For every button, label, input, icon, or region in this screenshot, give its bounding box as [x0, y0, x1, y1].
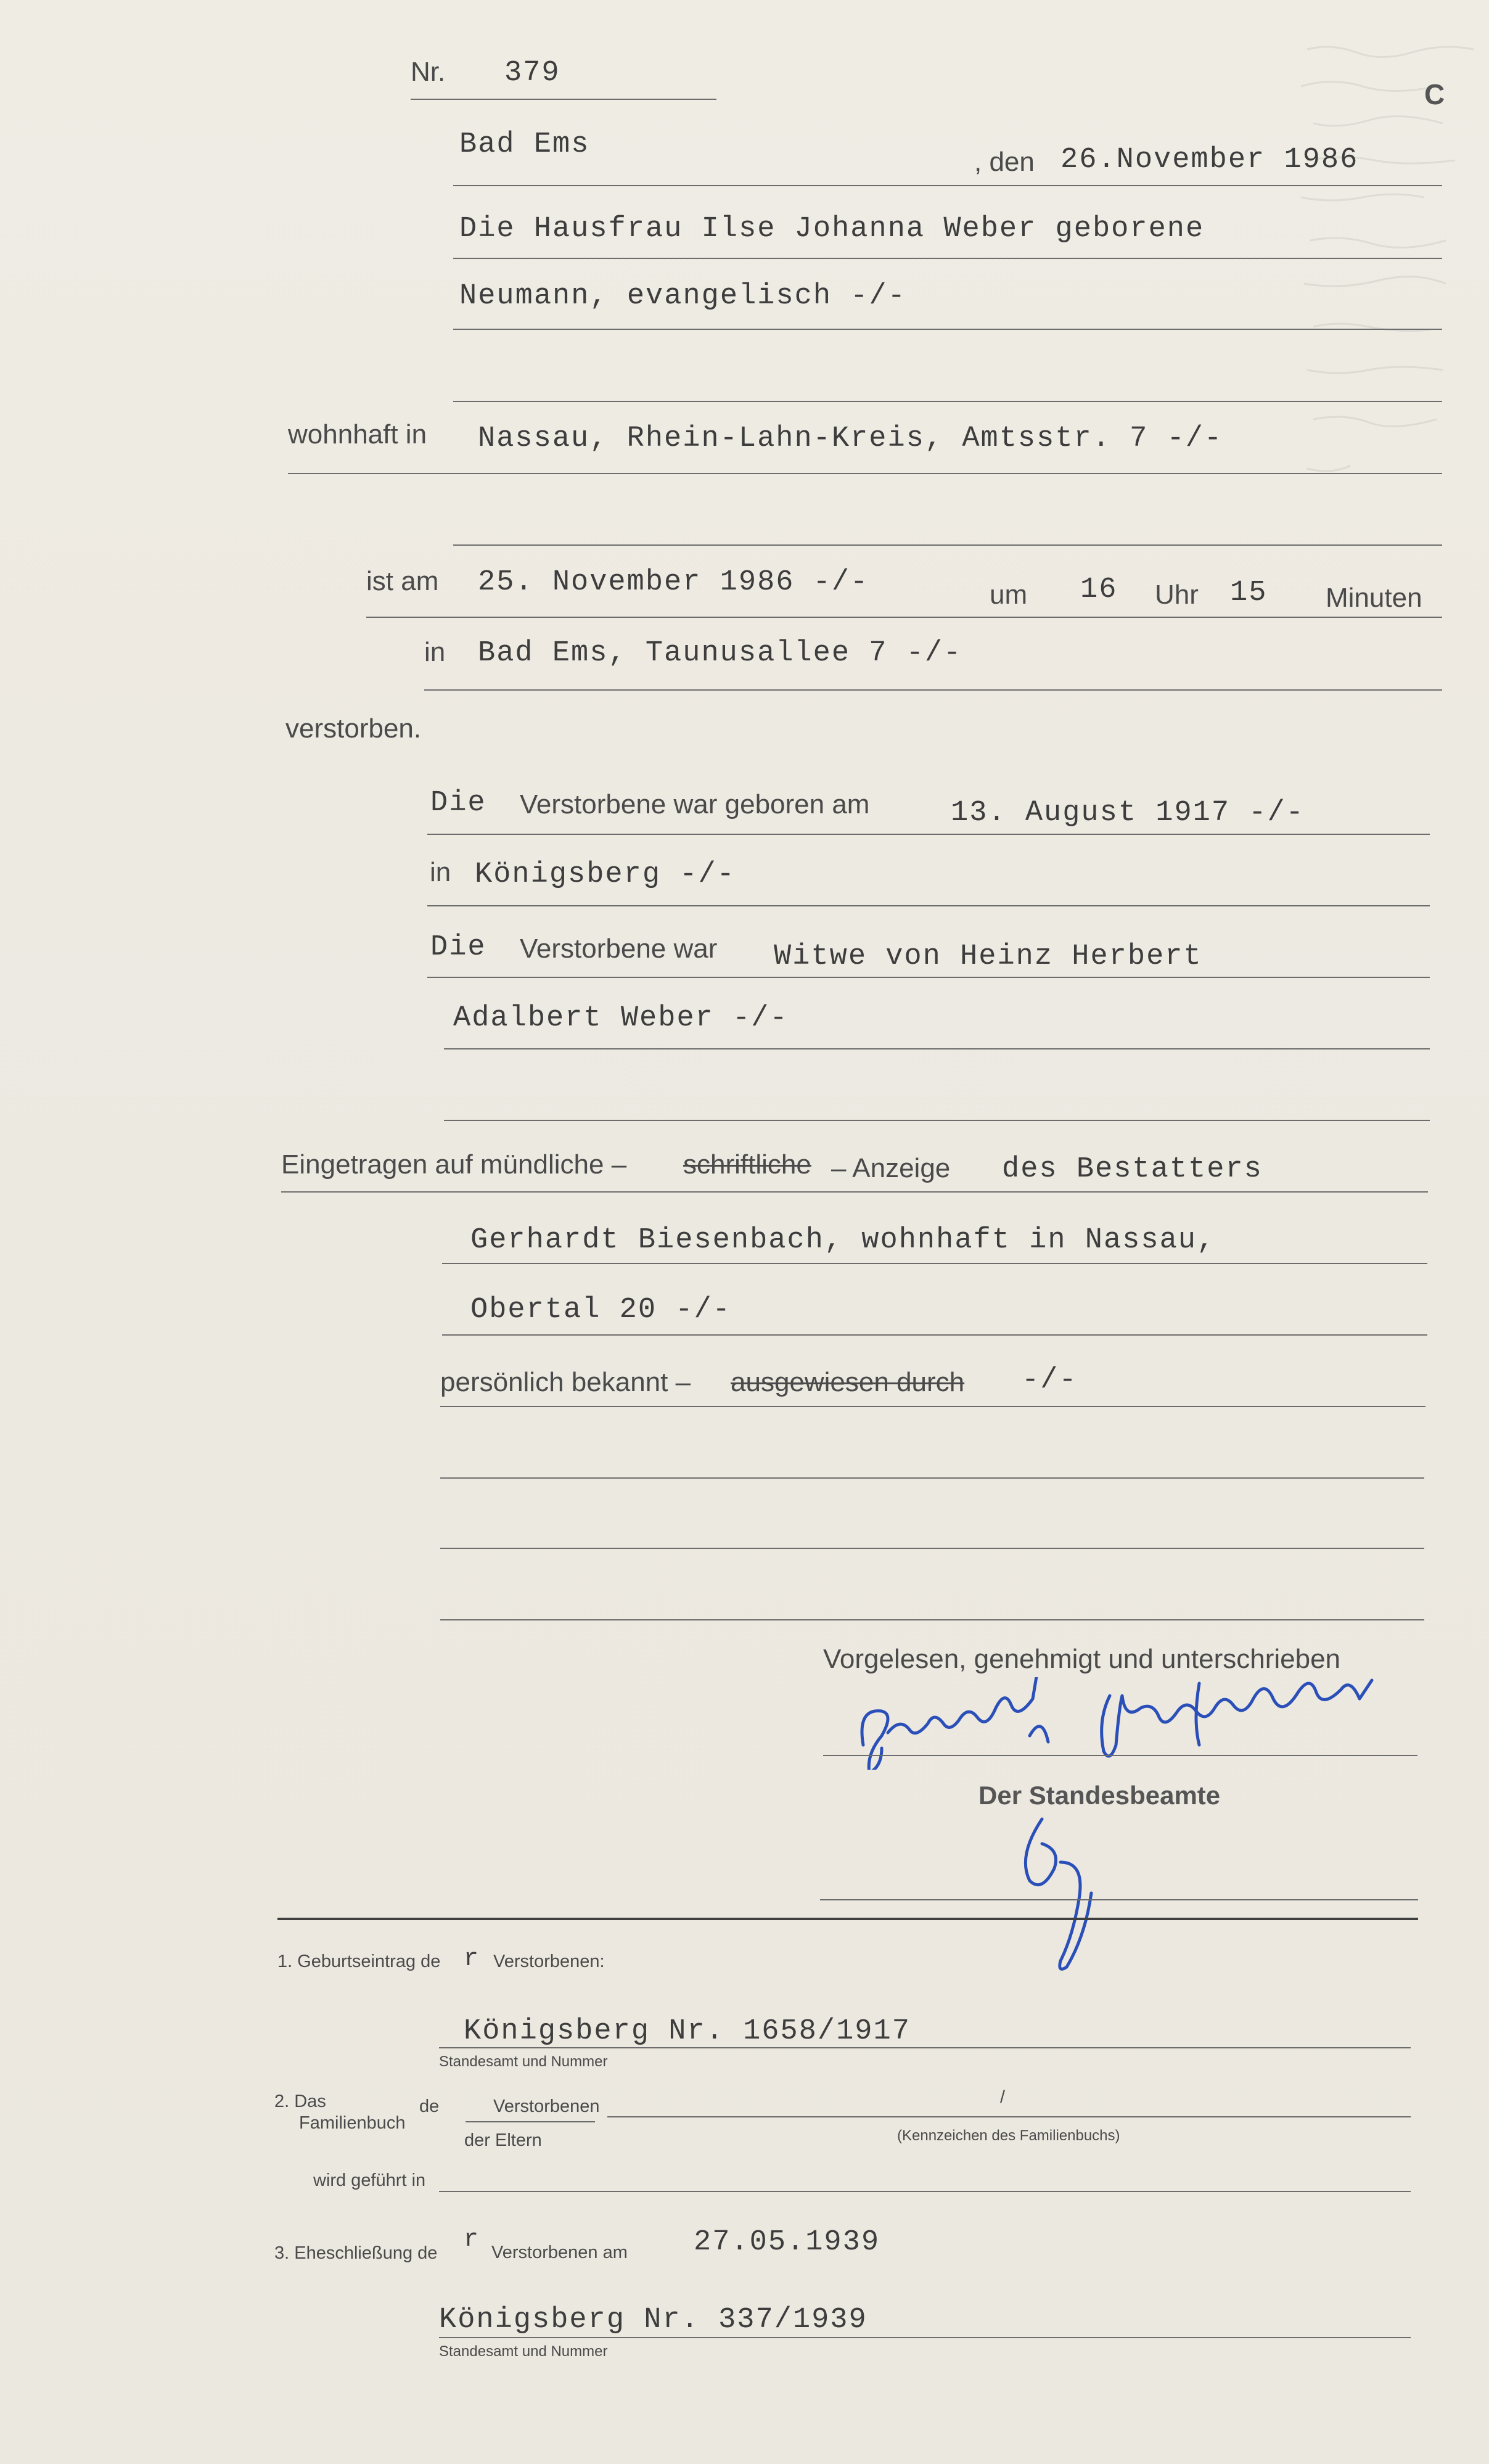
footer-item2-de: de [419, 2096, 440, 2116]
footer-item2-label-a: 2. Das [274, 2092, 326, 2111]
deceased-line2: Neumann, evangelisch -/- [459, 280, 906, 313]
den-label: , den [974, 147, 1035, 177]
marital-line1-rule [427, 977, 1430, 978]
report-label-struck: schriftliche [683, 1149, 811, 1180]
blank-line-3 [440, 1619, 1424, 1620]
death-place-line [424, 689, 1442, 691]
deceased-line1-rule [453, 258, 1442, 259]
place-date-line [453, 185, 1442, 186]
register-number-line [411, 99, 716, 100]
birth-label: Verstorbene war geboren am [520, 789, 870, 819]
birth-place-line [427, 905, 1430, 906]
footer-item2-opt-rule [466, 2121, 595, 2122]
residence-line2 [453, 544, 1442, 546]
registrar-label: Der Standesbeamte [978, 1781, 1221, 1810]
register-number: 379 [504, 57, 560, 89]
marital-line2-rule [444, 1048, 1430, 1049]
report-line [281, 1191, 1428, 1193]
signature-line [823, 1755, 1417, 1756]
death-date-line [366, 617, 1442, 618]
death-date: 25. November 1986 -/- [478, 566, 869, 599]
marital-line2: Adalbert Weber -/- [453, 1002, 789, 1035]
ident-struck: ausgewiesen durch [731, 1367, 965, 1397]
birth-date: 13. August 1917 -/- [951, 797, 1305, 829]
footer-item1-value: Königsberg Nr. 1658/1917 [464, 2015, 911, 2048]
footer-item2-kept-line [439, 2191, 1411, 2192]
read-approved-label: Vorgelesen, genehmigt und unterschrieben [823, 1644, 1341, 1674]
marital-line1: Witwe von Heinz Herbert [774, 940, 1202, 973]
report-label-a: Eingetragen auf mündliche – [281, 1149, 627, 1180]
footer-item2-opt2: der Eltern [464, 2130, 542, 2150]
death-minute: 15 [1230, 577, 1268, 609]
birth-place-label: in [430, 857, 451, 887]
deceased-line2-rule [453, 329, 1442, 330]
footer-item2-slash: / [1000, 2087, 1006, 2107]
um-label: um [990, 580, 1028, 610]
death-hour: 16 [1080, 573, 1118, 606]
death-date-label: ist am [366, 566, 439, 596]
uhr-label: Uhr [1155, 580, 1199, 610]
death-place: Bad Ems, Taunusallee 7 -/- [478, 637, 962, 670]
footer-item3-label: 3. Eheschließung de [274, 2243, 438, 2263]
corner-letter: C [1424, 78, 1445, 110]
footer-item1-label: 1. Geburtseintrag de [277, 1952, 441, 1971]
birth-date-line [427, 834, 1430, 835]
place-of-entry: Bad Ems [459, 128, 590, 161]
death-place-label: in [424, 637, 446, 667]
footer-item1-line [439, 2047, 1411, 2048]
register-number-label: Nr. [411, 57, 446, 87]
marital-label: Verstorbene war [520, 934, 718, 964]
report-label-b: – Anzeige [831, 1153, 951, 1183]
reporter-line1: Gerhardt Biesenbach, wohnhaft in Nassau, [470, 1224, 1216, 1257]
deceased-line3-rule [453, 401, 1442, 402]
footer-item2-opt1: Verstorbenen [493, 2096, 600, 2116]
blank-line-1 [440, 1477, 1424, 1479]
footer-item3-caption: Standesamt und Nummer [439, 2343, 608, 2360]
ident-label: persönlich bekannt – [440, 1367, 691, 1397]
birth-place: Königsberg -/- [475, 858, 736, 891]
footer-item2-caption: (Kennzeichen des Familienbuchs) [897, 2127, 1120, 2144]
footer-item3-typed: r [464, 2226, 480, 2254]
footer-item3-line [439, 2337, 1411, 2338]
footer-item1-typed: r [464, 1945, 480, 1973]
footer-divider [277, 1918, 1418, 1920]
deceased-line1: Die Hausfrau Ilse Johanna Weber geborene [459, 213, 1205, 245]
verstorben-label: verstorben. [285, 713, 422, 744]
ident-line [440, 1406, 1425, 1407]
report-intro: des Bestatters [1002, 1153, 1263, 1186]
minuten-label: Minuten [1326, 583, 1422, 613]
footer-item2-line [607, 2116, 1411, 2117]
footer-item1-caption: Standesamt und Nummer [439, 2053, 608, 2070]
marital-prefix: Die [430, 931, 486, 964]
registrar-line [820, 1899, 1418, 1900]
marital-line3-rule [444, 1120, 1430, 1121]
footer-item3-suffix: Verstorbenen am [491, 2243, 628, 2262]
reporter-line2: Obertal 20 -/- [470, 1294, 731, 1326]
birth-prefix: Die [430, 787, 486, 819]
residence-label: wohnhaft in [288, 419, 427, 450]
marriage-register: Königsberg Nr. 337/1939 [439, 2304, 868, 2336]
residence-value: Nassau, Rhein-Lahn-Kreis, Amtsstr. 7 -/- [478, 422, 1223, 455]
residence-line [288, 473, 1442, 474]
footer-item2-label-b: Familienbuch [299, 2113, 406, 2133]
footer-item1-suffix: Verstorbenen: [493, 1952, 605, 1971]
footer-item2-kept-label: wird geführt in [313, 2170, 426, 2190]
blank-line-2 [440, 1548, 1424, 1549]
marriage-date: 27.05.1939 [694, 2226, 880, 2259]
ident-value: -/- [1022, 1364, 1078, 1397]
reporter-line1-rule [442, 1263, 1427, 1264]
reporter-line2-rule [442, 1334, 1427, 1336]
date-of-entry: 26.November 1986 [1060, 144, 1359, 176]
